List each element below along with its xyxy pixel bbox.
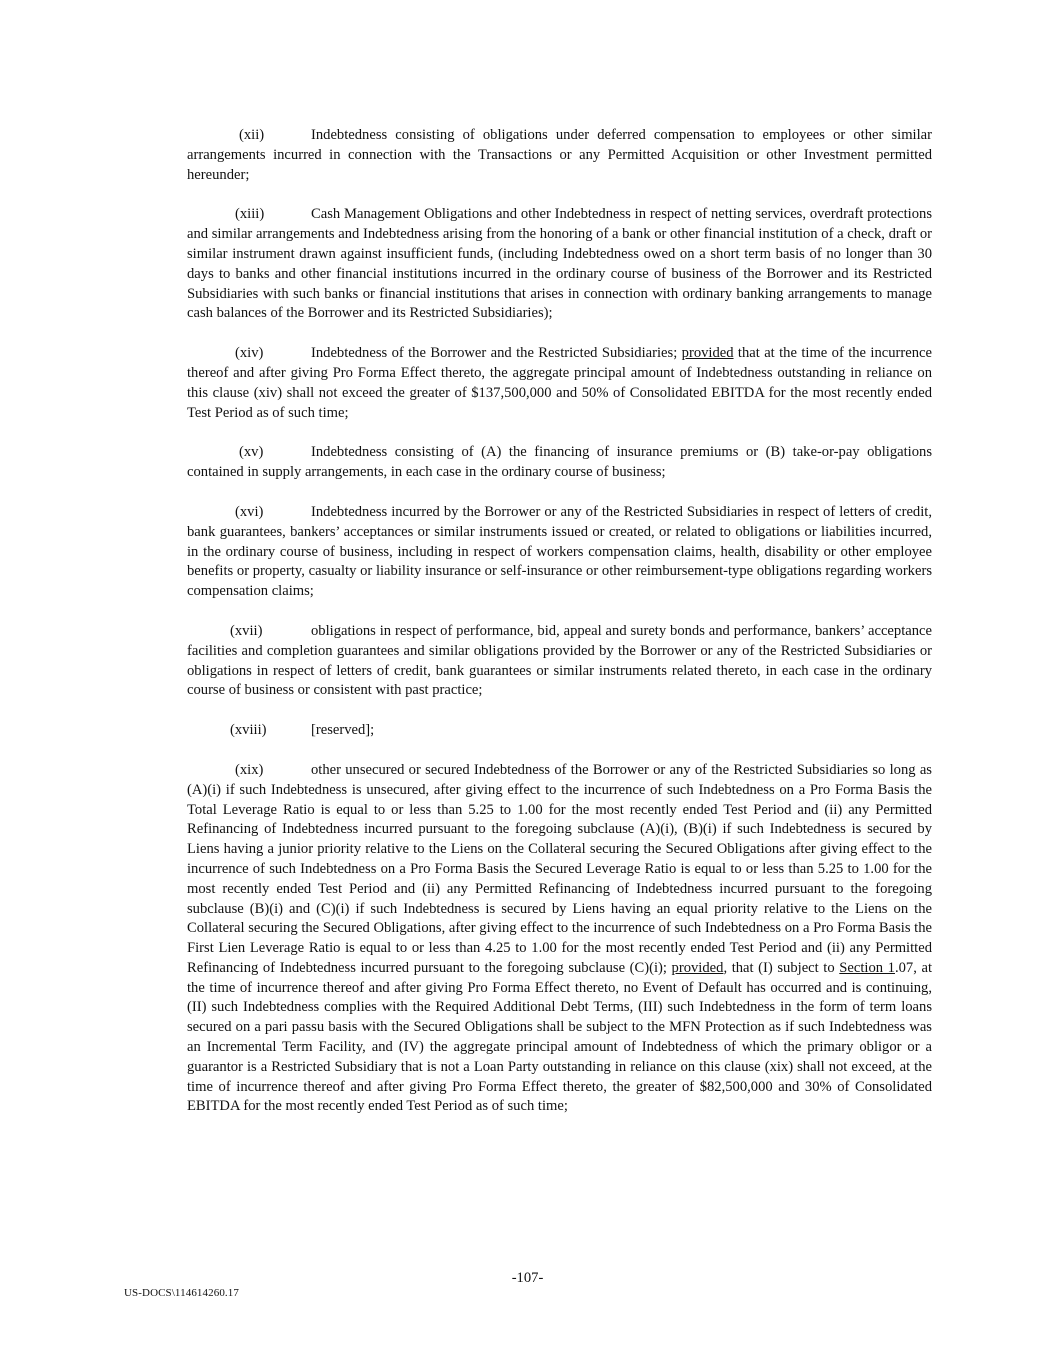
clause-number: (xv) [239, 444, 264, 461]
clause-text: Indebtedness consisting of obligations under deferred compensation to employees or other similar arrangements incurred in connection with the Transactions or any Permitted Acquisition or other Investment permitted hereunder; [187, 127, 932, 183]
clause-text: Indebtedness consisting of (A) the financing of insurance premiums or (B) take-or-pay obligations contained in supply arrangements, in each case in the ordinary course of business; [187, 444, 932, 481]
clause-number: (xvii) [230, 622, 263, 639]
clause-text-part: other unsecured or secured Indebtedness of the Borrower or any of the Restricted Subsidiaries so long as (A)(i) if such Indebtedness is unsecured, after giving effect to the incurrence of such Indebtedness on a Pro Forma Basis the Total Leverage Ratio is equal to or less than 5.25 to 1.00 for the most recently ended Test Period and (ii) any Permitted Refinancing of Indebtedness incurred pursuant to the foregoing subclause (A)(i), (B)(i) if such Indebtedness is secured by Liens having a junior priority relative to the Liens on the Collateral securing the Secured Obligations after giving effect to the incurrence of such Indebtedness on a Pro Forma Basis the Secured Leverage Ratio is equal to or less than 5.25 to 1.00 for the most recently ended Test Period and (ii) any Permitted Refinancing of Indebtedness incurred pursuant to the foregoing subclause (B)(i) and (C)(i) if such Indebtedness is secured by Liens having an equal priority relative to the Liens on the Collateral securing the Secured Obligations, after giving effect to the incurrence of such Indebtedness on a Pro Forma Basis the First Lien Leverage Ratio is equal to or less than 4.25 to 1.00 for the most recently ended Test Period and (ii) any Permitted Refinancing of Indebtedness incurred pursuant to the foregoing subclause (C)(i); [187, 761, 932, 976]
clause-number: (xviii) [230, 722, 267, 739]
clause-text-part: Indebtedness of the Borrower and the Restricted Subsidiaries; [311, 345, 682, 362]
clause-xiii [187, 205, 932, 324]
clause-text: obligations in respect of performance, bid, appeal and surety bonds and performance, bankers’ acceptance facilities and completion guarantees and similar obligations provided by the Borrower or any of the Restricted Subsidiaries or obligations in respect of letters of credit, bank guarantees or similar instruments related thereto, in each case in the ordinary course of business or consistent with past practice; [187, 622, 932, 699]
section-reference-link: Section 1 [839, 959, 895, 976]
clause-text-part: , that (I) subject to [723, 959, 840, 976]
clause-xix [187, 761, 932, 1117]
page-number: -107- [511, 1270, 544, 1286]
clause-xii [187, 126, 932, 185]
clause-number: (xiv) [235, 345, 264, 362]
document-id: US-DOCS\114614260.17 [124, 1287, 239, 1299]
clause-number: (xvi) [235, 503, 264, 520]
clause-text: [reserved]; [311, 722, 375, 739]
clause-xv [187, 443, 932, 483]
provided-underlined-term: provided [681, 345, 734, 362]
clause-number: (xix) [235, 761, 264, 778]
clause-xiv [187, 344, 932, 423]
clause-xvii [187, 622, 932, 701]
clause-text-part: .07, at the time of incurrence thereof and after giving Pro Forma Effect thereto, no Event of Default has occurred and is continuing, (II) such Indebtedness complies with the Required Additional Debt Terms, (III) such Indebtedness in the form of term loans secured on a pari passu basis with the Secured Obligations shall be subject to the MFN Protection as if such Indebtedness was an Incremental Term Facility, and (IV) the aggregate principal amount of Indebtedness of which the primary obligor or a guarantor is a Restricted Subsidiary that is not a Loan Party outstanding in reliance on this clause (xix) shall not exceed, at the time of incurrence thereof and after giving Pro Forma Effect thereto, the greater of $82,500,000 and 30% of Consolidated EBITDA for the most recently ended Test Period as of such time; [187, 959, 932, 1115]
document-body [187, 126, 932, 1137]
clause-text: Indebtedness incurred by the Borrower or any of the Restricted Subsidiaries in respect of letters of credit, bank guarantees, bankers’ acceptances or similar instruments issued or created, or related to obligations or liabilities incurred, in the ordinary course of business, including in respect of workers compensation claims, health, disability or other employee benefits or property, casualty or liability insurance or self-insurance or other reimbursement-type obligations regarding workers compensation claims; [187, 503, 932, 600]
clause-number: (xii) [239, 127, 265, 143]
provided-underlined-term: provided [671, 959, 724, 976]
clause-text: Cash Management Obligations and other Indebtedness in respect of netting services, overdraft protections and similar arrangements and Indebtedness arising from the honoring of a bank or other financial institution of a check, draft or similar instrument drawn against insufficient funds, (including Indebtedness owed on a short term basis of no longer than 30 days to banks and other financial institutions incurred in the ordinary course of business of the Borrower and its Restricted Subsidiaries with such banks or financial institutions that arises in connection with ordinary banking arrangements to manage cash balances of the Borrower and its Restricted Subsidiaries); [187, 206, 932, 322]
clause-xviii [187, 721, 932, 741]
clause-text-part: that at the time of the incurrence thereof and after giving Pro Forma Effect thereto, the aggregate principal amount of Indebtedness outstanding in reliance on this clause (xiv) shall not exceed the greater of $137,500,000 and 50% of Consolidated EBITDA for the most recently ended Test Period as of such time; [187, 345, 932, 421]
clause-number: (xiii) [235, 206, 265, 223]
clause-xvi [187, 503, 932, 602]
